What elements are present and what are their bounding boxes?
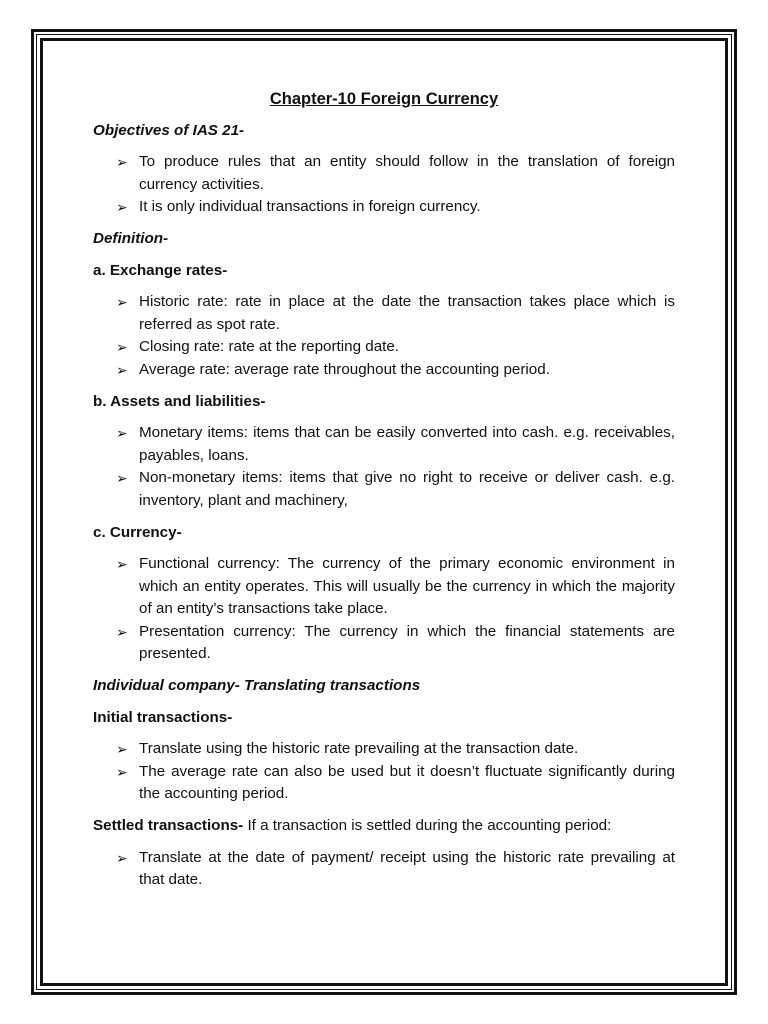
arrow-bullet-icon: ➢ bbox=[116, 623, 128, 640]
section-heading-exchange-rates: a. Exchange rates- bbox=[93, 261, 228, 279]
arrow-bullet-icon: ➢ bbox=[116, 556, 128, 573]
list-item: ➢ Average rate: average rate throughout the accounting period. bbox=[93, 359, 675, 382]
settled-transactions-text: If a transaction is settled during the accounting period: bbox=[243, 817, 612, 835]
settled-transactions-paragraph bbox=[93, 815, 675, 838]
section-heading-objectives: Objectives of IAS 21- bbox=[93, 121, 245, 139]
list-item: ➢ Presentation currency: The currency in which the financial statements are presented. bbox=[116, 622, 675, 663]
list-item: ➢ Non-monetary items: items that give no right to receive or deliver cash. e.g. inventory, plant and machinery, bbox=[116, 469, 675, 509]
section-heading-definition: Definition- bbox=[93, 229, 169, 247]
bullet-list-settled-transactions bbox=[93, 847, 675, 892]
list-item: ➢ The average rate can also be used but it doesn’t fluctuate significantly during the accounting period. bbox=[116, 762, 675, 803]
document-body bbox=[93, 88, 675, 901]
arrow-bullet-icon: ➢ bbox=[116, 339, 128, 356]
section-heading-individual-company: Individual company- Translating transactions bbox=[93, 677, 421, 695]
section-heading-assets-liabilities: b. Assets and liabilities- bbox=[93, 392, 266, 410]
list-item: ➢ Historic rate: rate in place at the date the transaction takes place which is referred as spot rate. bbox=[116, 293, 675, 333]
arrow-bullet-icon: ➢ bbox=[116, 425, 128, 442]
list-item: ➢ It is only individual transactions in foreign currency. bbox=[93, 196, 675, 219]
section-heading-initial-transactions: Initial transactions- bbox=[93, 708, 233, 726]
list-item: ➢ Closing rate: rate at the reporting date. bbox=[93, 336, 675, 359]
arrow-bullet-icon: ➢ bbox=[116, 154, 128, 171]
list-item: ➢ Translate using the historic rate prevailing at the transaction date. bbox=[93, 738, 675, 761]
page-title: Chapter-10 Foreign Currency bbox=[269, 90, 499, 108]
arrow-bullet-icon: ➢ bbox=[116, 294, 128, 311]
list-item: ➢ Functional currency: The currency of the primary economic environment in which an entity operates. This will usually be the currency in which the majority of an entity’s transactions take place. bbox=[116, 555, 675, 618]
bullet-list-currency bbox=[93, 553, 675, 666]
arrow-bullet-icon: ➢ bbox=[116, 849, 128, 866]
section-heading-settled-transactions: Settled transactions- bbox=[93, 817, 244, 835]
arrow-bullet-icon: ➢ bbox=[116, 361, 128, 378]
bullet-list-objectives bbox=[93, 151, 675, 219]
bullet-list-exchange-rates bbox=[93, 291, 675, 381]
list-item: ➢ Translate at the date of payment/ receipt using the historic rate prevailing at that date. bbox=[116, 848, 675, 889]
arrow-bullet-icon: ➢ bbox=[116, 199, 128, 216]
bullet-list-initial-transactions bbox=[93, 738, 675, 806]
arrow-bullet-icon: ➢ bbox=[116, 763, 128, 780]
list-item: ➢ Monetary items: items that can be easily converted into cash. e.g. receivables, payables, loans. bbox=[116, 424, 675, 464]
list-item: ➢ To produce rules that an entity should follow in the translation of foreign currency activities. bbox=[116, 153, 675, 193]
section-heading-currency: c. Currency- bbox=[93, 523, 182, 541]
bullet-list-assets-liabilities bbox=[93, 422, 675, 512]
arrow-bullet-icon: ➢ bbox=[116, 741, 128, 758]
arrow-bullet-icon: ➢ bbox=[116, 470, 128, 487]
